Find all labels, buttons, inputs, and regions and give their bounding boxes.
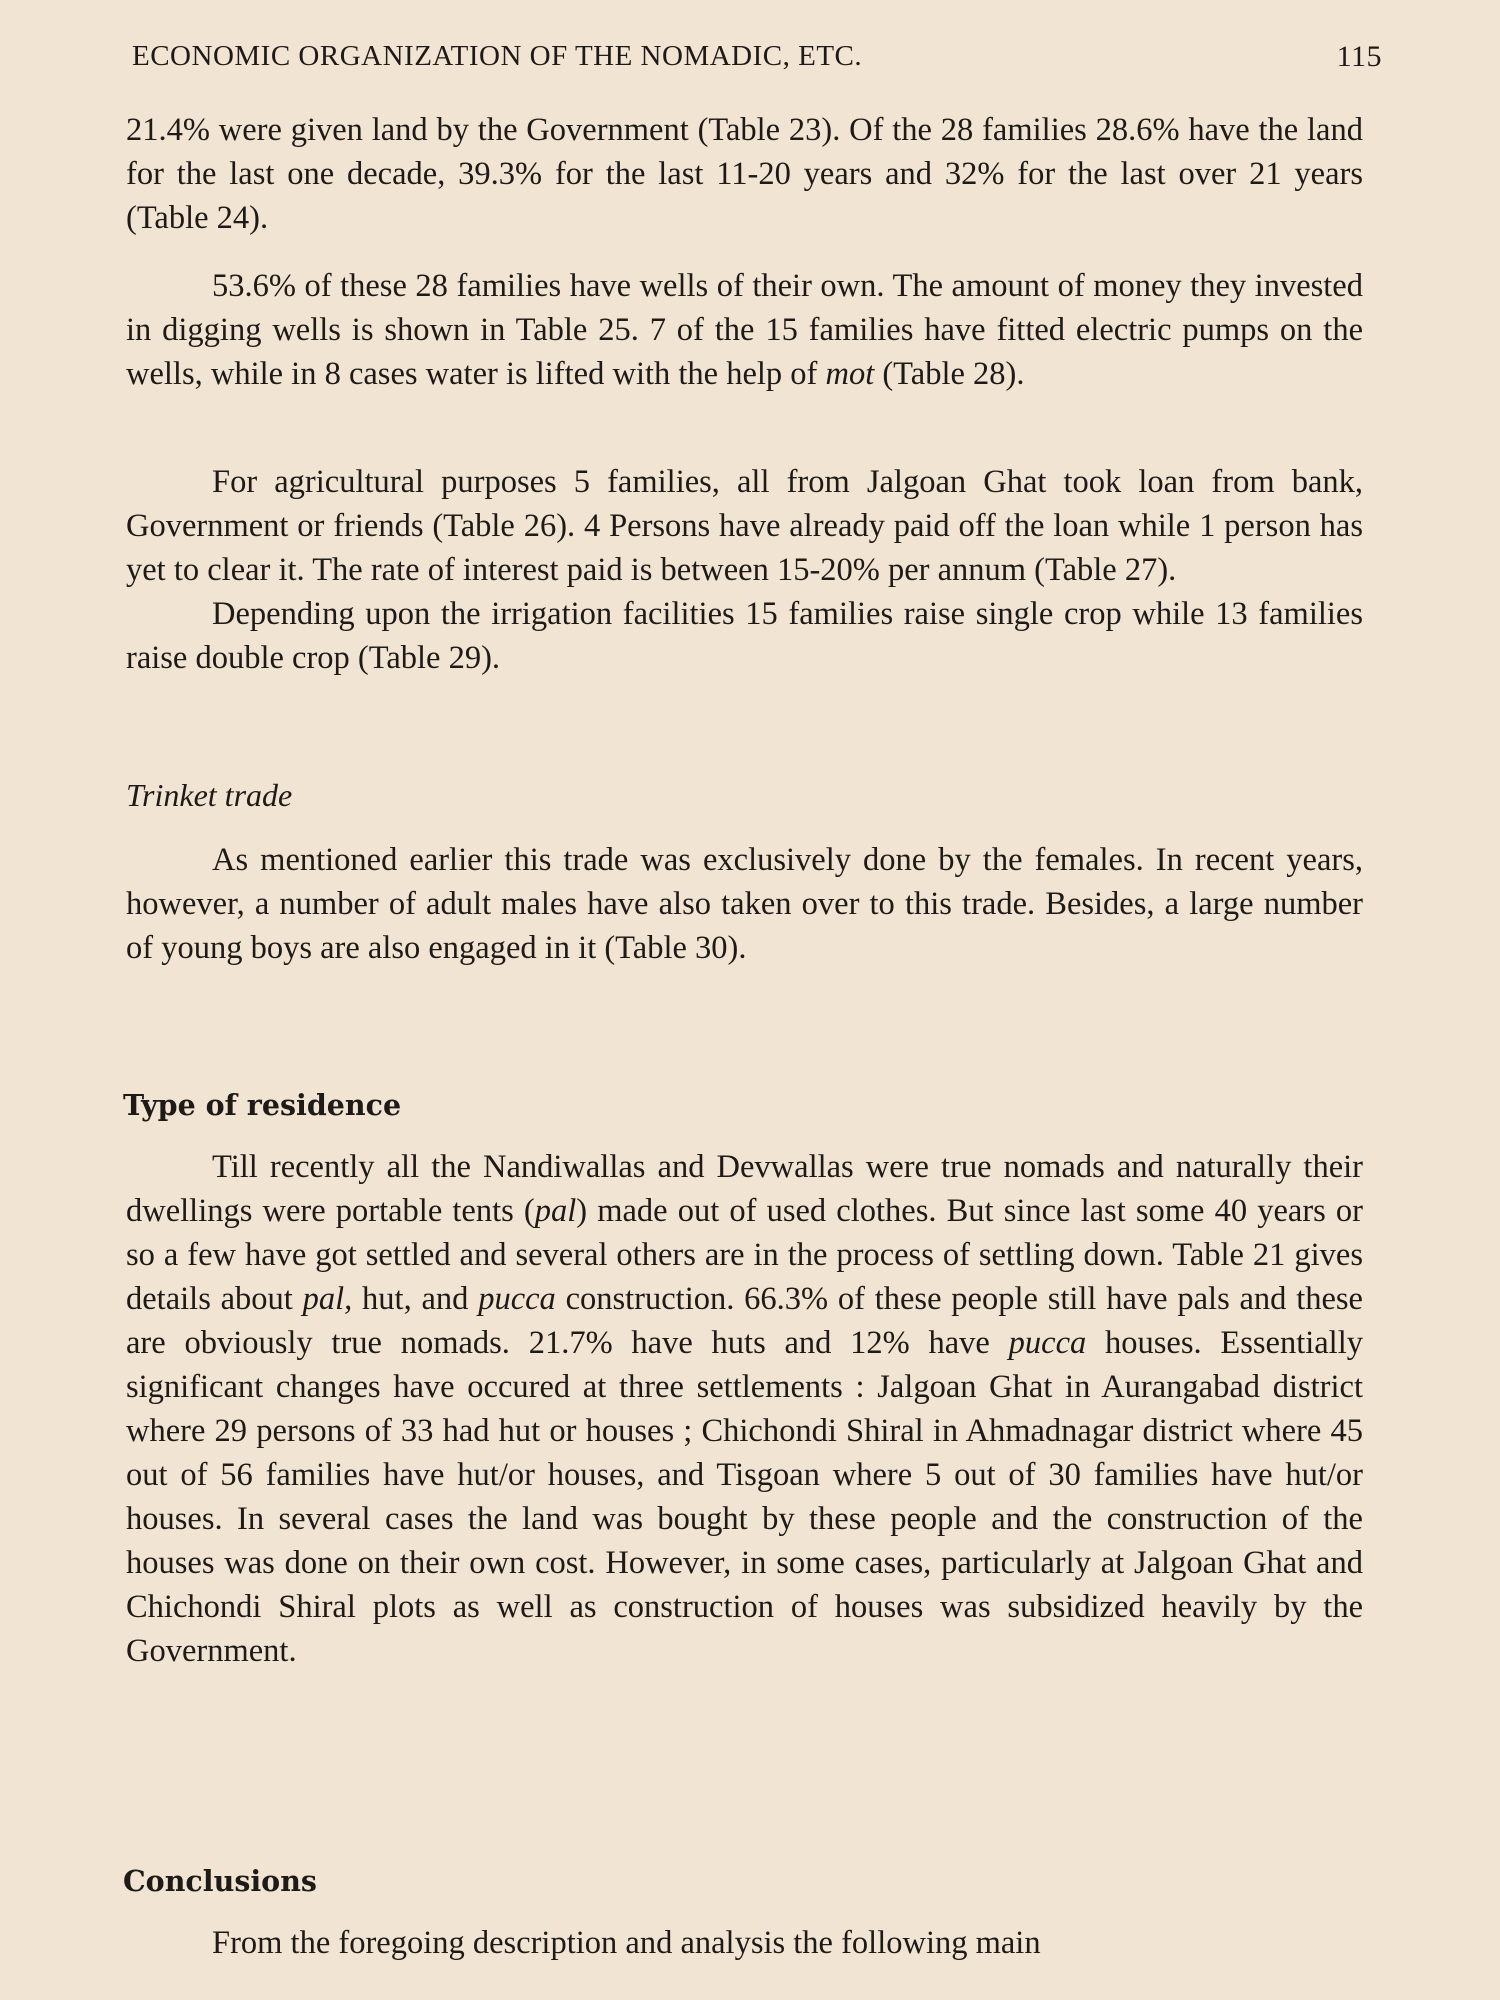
paragraph-loans — [126, 460, 1363, 680]
paragraph-text: From the foregoing description and analysis the following main — [212, 1925, 1041, 1961]
paragraph-trinket-trade — [126, 838, 1363, 970]
page-number: 115 — [1336, 40, 1382, 73]
running-header — [132, 40, 1382, 80]
italic-term-pal: pal — [534, 1193, 577, 1229]
paragraph-text: As mentioned earlier this trade was exclusively done by the females. In recent years, however, a number of adult males have also taken over to this trade. Besides, a large number of young boys are also engaged in it (Table 30). — [126, 842, 1363, 966]
section-heading-trinket-trade — [126, 773, 1363, 817]
paragraph-residence — [126, 1145, 1363, 1673]
paragraph-text: construction. 66.3% of these people still have pals and these are obviously true nomads. 21.7% have huts and 12% have — [126, 1281, 1363, 1361]
section-heading: Trinket trade — [126, 777, 293, 813]
paragraph-crops: Depending upon the irrigation facilities 15 families raise single crop while 13 families raise double crop (Table 29). — [126, 596, 1363, 676]
paragraph-text-end: (Table 28). — [874, 356, 1025, 392]
paragraph-text: 21.4% were given land by the Government (Table 23). Of the 28 families 28.6% have the land for the last one decade, 39.3% for the last 11-20 years and 32% for the last over 21 years (Table 24). — [126, 112, 1363, 236]
paragraph-text: hut, and — [352, 1281, 479, 1317]
paragraph-text: Till recently all the Nandiwallas and Devwallas were true nomads and naturally their dwellings were portable tents ( — [126, 1149, 1363, 1229]
italic-term-pucca: pucca — [478, 1281, 556, 1317]
italic-term-pal: pal, — [302, 1281, 353, 1317]
paragraph-wells — [126, 264, 1363, 396]
section-heading: Type of residence — [123, 1088, 402, 1122]
section-heading: Conclusions — [123, 1864, 317, 1898]
italic-term-pucca: pucca — [1008, 1325, 1087, 1361]
paragraph-text: ) made out of used clothes. But since last some 40 years or so a few have got settled and several others are in the process of settling down. Table 21 gives details about — [126, 1193, 1363, 1317]
paragraph-text: houses. Essentially significant changes have occured at three settlements : Jalgoan Ghat in Aurangabad district where 29 persons of 33 had hut or houses ; Chichondi Shiral in Ahmadnagar district where 45 out of 56 families have hut/or houses, and Tisgoan where 5 out of 30 families have hut/or houses. In several cases the land was bought by these people and the construction of the houses was done on their own cost. However, in some cases, particularly at Jalgoan Ghat and Chichondi Shiral plots as well as construction of houses was subsidized heavily by the Government. — [126, 1325, 1363, 1669]
paragraph-land-ownership — [126, 108, 1363, 240]
paragraph-text: For agricultural purposes 5 families, all from Jalgoan Ghat took loan from bank, Government or friends (Table 26). 4 Persons have already paid off the loan while 1 person has yet to clear it. The rate of interest paid is between 15-20% per annum (Table 27). — [126, 464, 1363, 588]
paragraph-text: 53.6% of these 28 families have wells of their own. The amount of money they invested in digging wells is shown in Table 25. 7 of the 15 families have fitted electric pumps on the wells, while in 8 cases water is lifted with the help of — [126, 268, 1363, 392]
italic-term-mot: mot — [825, 356, 875, 392]
section-heading-type-of-residence — [123, 1083, 1360, 1127]
section-heading-conclusions — [123, 1859, 1360, 1903]
paragraph-conclusions — [126, 1921, 1363, 1965]
running-title: ECONOMIC ORGANIZATION OF THE NOMADIC, ETC. — [132, 40, 863, 72]
